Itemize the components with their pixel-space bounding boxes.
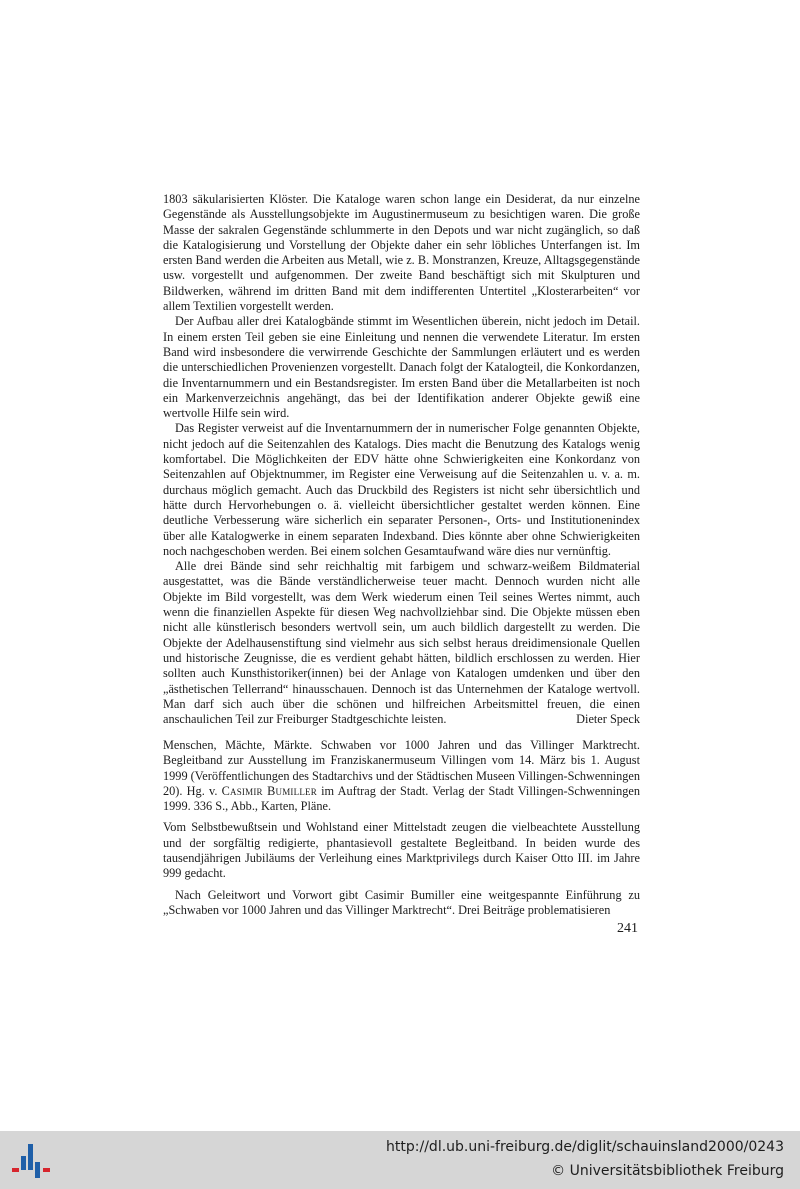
- bibliographic-citation: [163, 738, 640, 814]
- permalink-url[interactable]: http://dl.ub.uni-freiburg.de/diglit/schauinsland2000/0243: [386, 1139, 784, 1155]
- paragraph: 1803 säkularisierten Klöster. Die Kataloge waren schon lange ein Desiderat, da nur einzelne Gegenstände als Ausstellungsobjekte im Augustinermuseum zu besichtigen waren. Die große Masse der sakralen Gegenstände schlummerte in den Depots und war nicht zugänglich, so daß die Katalogisierung und Vorstellung der Objekte daher ein sehr löbliches Unterfangen ist. Im ersten Band werden die Arbeiten aus Metall, wie z. B. Monstranzen, Kreuze, Alltagsgegenstände usw. vorgestellt und aufgenommen. Der zweite Band beschäftigt sich mit Skulpturen und Bildwerken, während im dritten Band mit dem indifferenten Untertitel „Klosterarbeiten“ vor allem Textilien vorgestellt werden.: [163, 192, 640, 314]
- ub-freiburg-logo-icon: [10, 1142, 52, 1180]
- citation-editor: Casimir Bumiller: [221, 783, 317, 798]
- paragraph: Nach Geleitwort und Vorwort gibt Casimir Bumiller eine weitgespannte Einführung zu „Schwaben vor 1000 Jahren und das Villinger Marktrecht“. Drei Beiträge problematisieren: [163, 887, 640, 917]
- viewer-footer: [0, 1131, 800, 1189]
- paragraph-text: Alle drei Bände sind sehr reichhaltig mit farbigem und schwarz-weißem Bildmaterial ausgestattet, was die Bände verständlicherweise teuer macht. Dennoch wurden nicht alle Objekte im Bild vorgestellt, was dem Werk wiederum einen Teil seines Wertes nimmt, auch wenn die finanziellen Aspekte für diesen Weg nachvollziehbar sind. Die Objekte müssen eben nicht alle künstlerisch besonders wertvoll sein, um auch bildlich dargestellt zu werden. Die Objekte der Adelhausenstiftung sind vielmehr aus sich selbst heraus dreidimensionale Quellen und historische Zeugnisse, die es verdient gehabt hätten, bildlich erschlossen zu werden. Hier sollten auch Kunsthistoriker(innen) bei der Anlage von Katalogen umdenken und über den „ästhetischen Tellerrand“ hinausschauen. Dennoch ist das Unternehmen der Kataloge wertvoll. Man darf sich auch über die schönen und hilfreichen Arbeitsmittel freuen, die einen anschaulichen Teil zur Freiburger Stadtgeschichte leisten.: [163, 559, 640, 727]
- copyright-notice: © Universitätsbibliothek Freiburg: [551, 1163, 784, 1179]
- paragraph: Vom Selbstbewußtsein und Wohlstand einer Mittelstadt zeugen die vielbeachtete Ausstellung und der sorgfältig redigierte, phantasievoll gestaltete Begleitband. In beiden wurde des tausendjährigen Jubiläums der Verleihung eines Marktprivilegs durch Kaiser Otto III. im Jahre 999 gedacht.: [163, 820, 640, 881]
- citation-text: Menschen, Mächte, Märkte. Schwaben vor 1000 Jahren und das Villinger Marktrecht. Begleitband zur Ausstellung im Franziskanermuseum Villingen vom 14. März bis 1. August 1999 (Veröffentlichungen des Stadtarchivs und der Städtischen Museen Villingen-Schwenningen 20). Hg. v.: [163, 738, 640, 798]
- paragraph: Der Aufbau aller drei Katalogbände stimmt im Wesentlichen überein, nicht jedoch im Detail. In einem ersten Teil geben sie eine Einleitung und nennen die verwendete Literatur. Im ersten Band wird insbesondere die verwirrende Geschichte der Sammlungen erläutert und es werden die unterschiedlichen Provenienzen vorgestellt. Danach folgt der Katalogteil, die Konkordanzen, die Inventarnummern und ein Bestandsregister. Im ersten Band über die Metallarbeiten ist noch ein Markenverzeichnis angehängt, das bei der Identifikation anderer Objekte gewiß eine wertvolle Hilfe sein wird.: [163, 314, 640, 421]
- paragraph: Das Register verweist auf die Inventarnummern der in numerischer Folge genannten Objekte, nicht jedoch auf die Seitenzahlen des Katalogs. Dies macht die Benutzung des Katalogs wenig komfortabel. Die Möglichkeiten der EDV hätte ohne Schwierigkeiten eine Konkordanz von Seitenzahlen auf Objektnummer, im Register eine Verweisung auf die Seitenzahlen u. v. a. m. durchaus möglich gemacht. Auch das Druckbild des Registers ist nicht sehr übersichtlich und hätte durch Hervorhebungen o. ä. vielleicht übersichtlicher gestaltet werden können. Eine deutliche Verbesserung wäre sicherlich ein separater Personen-, Orts- und Institutionenindex über alle Katalogwerke in einem separaten Indexband. Dies könnte aber ohne Schwierigkeiten noch nachgeschoben werden. Bei einem solchen Gesamtaufwand wäre dies nur vernünftig.: [163, 421, 640, 558]
- review-next: [163, 738, 640, 918]
- citation-text-end: im Auftrag der Stadt. Verlag der Stadt Villingen-Schwenningen 1999. 336 S., Abb., Karten, Pläne.: [163, 783, 640, 814]
- reviewer-signature: Dieter Speck: [576, 712, 640, 727]
- review-continuation: [163, 192, 640, 727]
- paragraph: [163, 559, 640, 727]
- page-number: 241: [617, 921, 638, 936]
